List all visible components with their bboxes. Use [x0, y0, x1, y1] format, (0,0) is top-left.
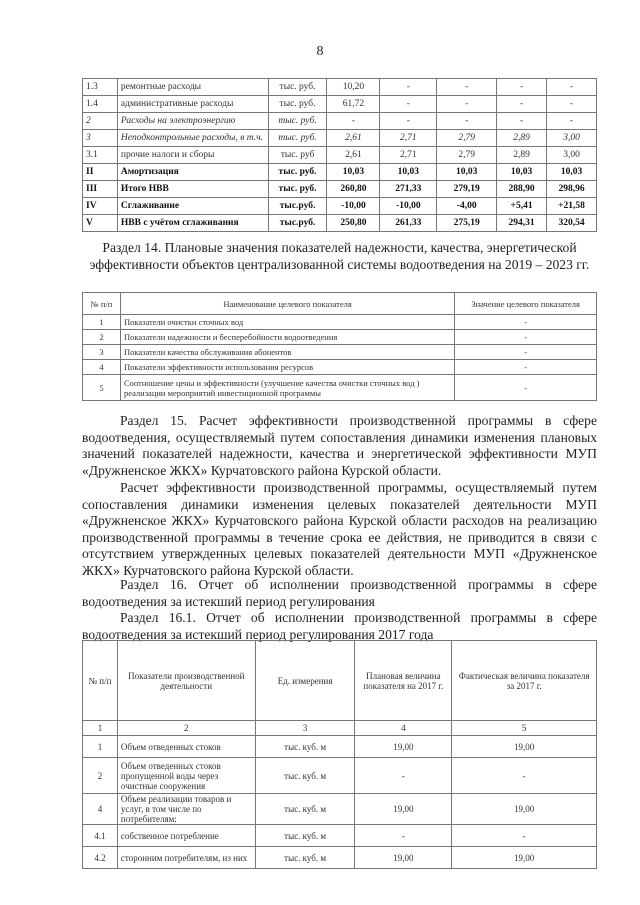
row-number: 4: [83, 360, 121, 375]
row-value: -: [455, 360, 597, 375]
table-row: [83, 794, 597, 825]
row-value: 2,71: [380, 130, 437, 147]
row-name: Сглаживание: [117, 198, 268, 215]
row-value: -: [380, 96, 437, 113]
row-number: III: [83, 181, 118, 198]
row-indicator: Объем реализации товаров и услуг, в том числе по потребителям:: [117, 794, 255, 825]
header-fact: Фактическая величина показателя за 2017 г.: [452, 641, 597, 721]
row-indicator: сторонним потребителям, из них: [117, 847, 255, 869]
row-name: Итого НВВ: [117, 181, 268, 198]
row-plan: 19,00: [355, 847, 452, 869]
row-value: -: [497, 96, 547, 113]
row-value: 294,31: [497, 215, 547, 232]
table-row: [83, 96, 597, 113]
row-unit: тыс. руб.: [268, 130, 327, 147]
row-name: Показатели эффективности использования ресурсов: [120, 360, 454, 375]
row-fact: 19,00: [452, 794, 597, 825]
row-value: -: [327, 113, 380, 130]
row-value: 271,33: [380, 181, 437, 198]
row-value: 2,89: [497, 130, 547, 147]
row-unit: тыс. руб.: [268, 181, 327, 198]
row-unit: тыс.руб.: [268, 198, 327, 215]
table-row: [83, 375, 597, 401]
table-row: [83, 113, 597, 130]
row-number: 1: [83, 315, 121, 330]
row-plan: -: [355, 758, 452, 794]
row-unit: тыс. руб.: [268, 79, 327, 96]
row-unit: тыс. куб. м: [255, 736, 355, 758]
row-number: 1.4: [83, 96, 118, 113]
row-number: V: [83, 215, 118, 232]
row-value: 2,71: [380, 147, 437, 164]
col-number: 1: [83, 721, 118, 736]
row-value: -: [547, 79, 597, 96]
section-15-paragraph: Раздел 15. Расчет эффективности производственной программы в сфере водоотведения, осуществляемый путем сопоставления динамики изменения плановых значений показателей надежности, качества и энергетической эффективности МУП «Дружненское ЖКХ» Курчатовского района Курской области.: [82, 413, 597, 478]
row-value: 250,80: [327, 215, 380, 232]
row-number: II: [83, 164, 118, 181]
row-value: -10,00: [380, 198, 437, 215]
row-value: 298,96: [547, 181, 597, 198]
row-unit: тыс. руб.: [268, 164, 327, 181]
section-16-1-heading: Раздел 16.1. Отчет об исполнении производственной программы в сфере водоотведения за истекший период регулирования 2017 года: [82, 610, 597, 642]
row-value: 61,72: [327, 96, 380, 113]
row-number: 5: [83, 375, 121, 401]
col-number: 2: [117, 721, 255, 736]
col-number: 3: [255, 721, 355, 736]
row-name: административные расходы: [117, 96, 268, 113]
row-name: Амортизация: [117, 164, 268, 181]
table-row: [83, 198, 597, 215]
row-value: 10,20: [327, 79, 380, 96]
header-number: № п/п: [83, 293, 121, 315]
row-number: 2: [83, 330, 121, 345]
table-row: [83, 847, 597, 869]
header-indicator: Показатели производственной деятельности: [117, 641, 255, 721]
row-value: -: [547, 96, 597, 113]
table-row: [83, 164, 597, 181]
row-value: -10,00: [327, 198, 380, 215]
row-number: 3: [83, 130, 118, 147]
row-value: +21,58: [547, 198, 597, 215]
row-indicator: собственное потребление: [117, 825, 255, 847]
row-number: 3.1: [83, 147, 118, 164]
row-value: 2,79: [437, 130, 497, 147]
row-fact: 19,00: [452, 847, 597, 869]
row-value: 3,00: [547, 147, 597, 164]
header-number: № п/п: [83, 641, 118, 721]
row-value: 279,19: [437, 181, 497, 198]
col-number: 5: [452, 721, 597, 736]
row-unit: тыс. куб. м: [255, 794, 355, 825]
section-14-heading: Раздел 14. Плановые значения показателей надежности, качества, энергетической эффективности объектов централизованной системы водоотведения на 2019 – 2023 гг.: [89, 240, 590, 272]
row-indicator: Объем отведенных стоков пропущенной воды через очистные сооружения: [117, 758, 255, 794]
row-value: 2,79: [437, 147, 497, 164]
row-value: -: [455, 375, 597, 401]
row-fact: -: [452, 825, 597, 847]
row-value: 320,54: [547, 215, 597, 232]
table-row: [83, 758, 597, 794]
target-indicators-table: [82, 292, 597, 401]
tariff-table: [82, 78, 597, 232]
row-number: 4.1: [83, 825, 118, 847]
row-plan: -: [355, 825, 452, 847]
row-plan: 19,00: [355, 736, 452, 758]
row-value: 10,03: [497, 164, 547, 181]
row-number: 1: [83, 736, 118, 758]
row-unit: тыс. руб.: [268, 96, 327, 113]
section-16-heading: Раздел 16. Отчет об исполнении производственной программы в сфере водоотведения за истекший период регулирования: [82, 577, 597, 609]
row-value: -: [455, 315, 597, 330]
row-number: IV: [83, 198, 118, 215]
row-unit: тыс. руб: [268, 147, 327, 164]
row-value: -: [547, 113, 597, 130]
row-name: Расходы на электроэнергию: [117, 113, 268, 130]
table-row: [83, 79, 597, 96]
row-name: Показатели качества обслуживания абонентов: [120, 345, 454, 360]
table-row: [83, 315, 597, 330]
row-fact: -: [452, 758, 597, 794]
row-name: прочие налоги и сборы: [117, 147, 268, 164]
row-name: НВВ с учётом сглаживания: [117, 215, 268, 232]
table-row: [83, 825, 597, 847]
row-number: 4: [83, 794, 118, 825]
header-plan: Плановая величина показателя на 2017 г.: [355, 641, 452, 721]
row-value: 10,03: [327, 164, 380, 181]
row-number: 4.2: [83, 847, 118, 869]
row-indicator: Объем отведенных стоков: [117, 736, 255, 758]
header-name: Наименование целевого показателя: [120, 293, 454, 315]
row-value: 260,80: [327, 181, 380, 198]
row-value: 3,00: [547, 130, 597, 147]
row-name: Показатели надежности и бесперебойности водоотведения: [120, 330, 454, 345]
row-unit: тыс. куб. м: [255, 825, 355, 847]
col-number: 4: [355, 721, 452, 736]
header-unit: Ед. измерения: [255, 641, 355, 721]
row-plan: 19,00: [355, 794, 452, 825]
table-row: [83, 736, 597, 758]
row-number: 3: [83, 345, 121, 360]
row-value: -: [497, 113, 547, 130]
row-value: -: [497, 79, 547, 96]
row-name: Показатели очистки сточных вод: [120, 315, 454, 330]
row-value: -: [437, 96, 497, 113]
row-value: 275,19: [437, 215, 497, 232]
table-row: [83, 360, 597, 375]
row-value: 10,03: [547, 164, 597, 181]
row-value: 10,03: [380, 164, 437, 181]
row-value: 2,61: [327, 130, 380, 147]
row-fact: 19,00: [452, 736, 597, 758]
row-value: -: [437, 79, 497, 96]
table-row: [83, 330, 597, 345]
program-report-table: [82, 640, 597, 869]
row-number: 2: [83, 758, 118, 794]
page-number: 8: [316, 44, 324, 59]
row-value: 10,03: [437, 164, 497, 181]
row-value: -: [455, 330, 597, 345]
row-name: Соотношение цены и эффективности (улучшение качества очистки сточных вод ) реализации мероприятий инвестиционной программы: [120, 375, 454, 401]
row-value: 261,33: [380, 215, 437, 232]
row-name: Неподконтрольные расходы, в т.ч.: [117, 130, 268, 147]
section-15-explanation: Расчет эффективности производственной программы, осуществляемый путем сопоставления динамики изменения целевых показателей деятельности МУП «Дружненское ЖКХ» Курчатовского района Курской области расходов на реализацию производственной программы в течение срока ее действия, не приводится в связи с отсутствием утвержденных целевых показателей деятельности МУП «Дружненское ЖКХ» Курчатовского района Курской области.: [82, 480, 597, 578]
header-value: Значение целевого показателя: [455, 293, 597, 315]
table-row: [83, 215, 597, 232]
row-unit: тыс. руб.: [268, 113, 327, 130]
row-value: -4,00: [437, 198, 497, 215]
table-row: [83, 181, 597, 198]
row-number: 1.3: [83, 79, 118, 96]
row-unit: тыс. куб. м: [255, 758, 355, 794]
row-value: 2,61: [327, 147, 380, 164]
row-number: 2: [83, 113, 118, 130]
row-value: +5,41: [497, 198, 547, 215]
row-value: -: [455, 345, 597, 360]
row-unit: тыс.руб.: [268, 215, 327, 232]
row-value: -: [437, 113, 497, 130]
table-row: [83, 147, 597, 164]
row-unit: тыс. куб. м: [255, 847, 355, 869]
row-value: 288,90: [497, 181, 547, 198]
table-row: [83, 345, 597, 360]
row-value: 2,89: [497, 147, 547, 164]
table-row: [83, 130, 597, 147]
row-value: -: [380, 113, 437, 130]
row-value: -: [380, 79, 437, 96]
row-name: ремонтные расходы: [117, 79, 268, 96]
